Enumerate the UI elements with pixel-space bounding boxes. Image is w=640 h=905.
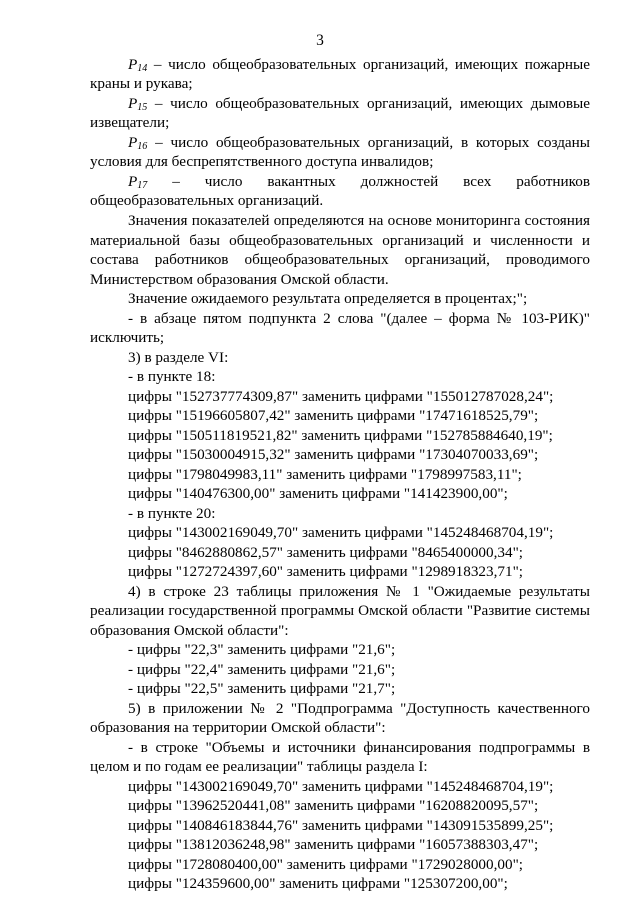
- para2-line: Значение ожидаемого результата определяется в процентах;";: [128, 290, 528, 307]
- p20-line: цифры "1272724397,60" заменить цифрами "1298918323,71";: [128, 563, 524, 580]
- p17-definition-line2: общеобразовательных организаций.: [90, 192, 324, 209]
- item4-change: - цифры "22,3" заменить цифрами "21,6";: [128, 641, 396, 658]
- item5-change: цифры "143002169049,70" заменить цифрами "145248468704,19";: [128, 778, 554, 795]
- item5-change: цифры "13962520441,08" заменить цифрами "16208820095,57";: [128, 797, 539, 814]
- p17-symbol: $P_{17}$: [128, 173, 148, 191]
- item4-line: образования Омской области":: [90, 622, 289, 639]
- item5-change: цифры "124359600,00" заменить цифрами "125307200,00";: [128, 875, 508, 892]
- p18-line: цифры "1798049983,11" заменить цифрами "1798997583,11";: [128, 466, 522, 483]
- item5-sub-line: целом и по годам ее реализации" таблицы раздела I:: [90, 758, 428, 775]
- para3-line: исключить;: [90, 329, 165, 346]
- p18-line: цифры "150511819521,82" заменить цифрами "152785884640,19";: [128, 427, 553, 444]
- para1-line: материальной базы общеобразовательных организаций и численности и: [90, 232, 590, 249]
- page-number: 3: [316, 32, 324, 49]
- p18-line: цифры "152737774309,87" заменить цифрами "155012787028,24";: [128, 388, 554, 405]
- p15-symbol: $P_{15}$: [128, 95, 148, 113]
- p14-symbol: $P_{14}$: [128, 56, 148, 74]
- p15-definition-line2: извещатели;: [90, 114, 170, 131]
- item5-change: цифры "1728080400,00" заменить цифрами "1729028000,00";: [128, 856, 524, 873]
- item5-sub-line: - в строке "Объемы и источники финансирования подпрограммы в: [128, 739, 590, 756]
- p20-line: цифры "143002169049,70" заменить цифрами "145248468704,19";: [128, 524, 554, 541]
- item3-point18: - в пункте 18:: [128, 368, 216, 385]
- item5-change: цифры "13812036248,98" заменить цифрами "16057388303,47";: [128, 836, 539, 853]
- item4-line: 4) в строке 23 таблицы приложения № 1 "Ожидаемые результаты: [128, 583, 590, 600]
- p16-symbol: $P_{16}$: [128, 134, 148, 152]
- p14-definition-line1: $P_{14}$ – число общеобразовательных организаций, имеющих пожарные: [128, 56, 590, 74]
- item4-change: - цифры "22,4" заменить цифрами "21,6";: [128, 661, 396, 678]
- item5-change: цифры "140846183844,76" заменить цифрами "143091535899,25";: [128, 817, 554, 834]
- p16-definition-line1: $P_{16}$ – число общеобразовательных организаций, в которых созданы: [128, 134, 590, 152]
- p18-line: цифры "15196605807,42" заменить цифрами "17471618525,79";: [128, 407, 539, 424]
- item3-heading: 3) в разделе VI:: [128, 349, 229, 366]
- p18-line: цифры "140476300,00" заменить цифрами "141423900,00";: [128, 485, 508, 502]
- p17-definition-line1: $P_{17}$ – число вакантных должностей всех работников: [128, 173, 590, 191]
- p16-definition-line2: условия для беспрепятственного доступа инвалидов;: [90, 153, 434, 170]
- p15-definition-line1: $P_{15}$ – число общеобразовательных организаций, имеющих дымовые: [128, 95, 590, 113]
- item5-line: 5) в приложении № 2 "Подпрограмма "Доступность качественного: [128, 700, 590, 717]
- item4-line: реализации государственной программы Омской области "Развитие системы: [90, 602, 590, 619]
- item4-change: - цифры "22,5" заменить цифрами "21,7";: [128, 680, 396, 697]
- p14-definition-line2: краны и рукава;: [90, 75, 193, 92]
- para1-line: Значения показателей определяются на основе мониторинга состояния: [128, 212, 590, 229]
- item3-point20: - в пункте 20:: [128, 505, 216, 522]
- p18-line: цифры "15030004915,32" заменить цифрами "17304070033,69";: [128, 446, 539, 463]
- para1-line: Министерством образования Омской области.: [90, 271, 389, 288]
- item5-line: образования на территории Омской области":: [90, 719, 386, 736]
- p20-line: цифры "8462880862,57" заменить цифрами "8465400000,34";: [128, 544, 524, 561]
- para3-line: - в абзаце пятом подпункта 2 слова "(далее – форма № 103-РИК)": [128, 310, 590, 327]
- para1-line: состава работников общеобразовательных организаций, проводимого: [90, 251, 590, 268]
